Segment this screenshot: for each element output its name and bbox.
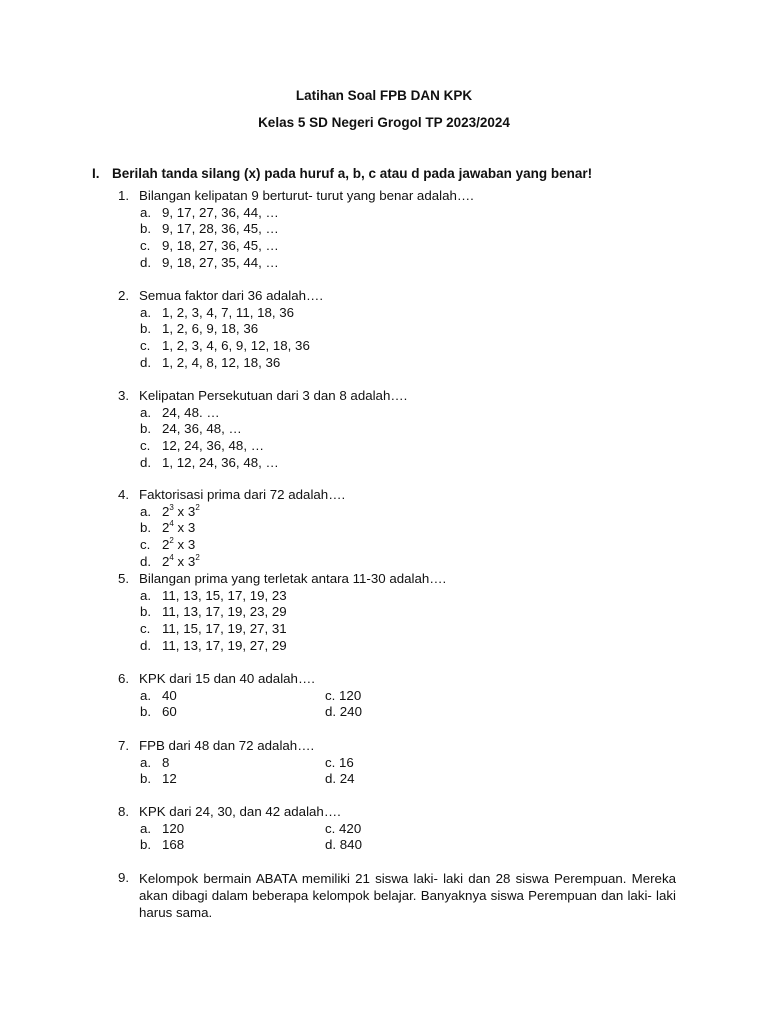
question-5	[118, 571, 678, 654]
option-c[interactable]: c. 120	[325, 687, 362, 703]
question-text: Faktorisasi prima dari 72 adalah….	[139, 487, 346, 502]
option-a[interactable]: a. 1, 2, 3, 4, 7, 11, 18, 36	[140, 304, 295, 320]
question-6	[118, 671, 678, 721]
option-d[interactable]: d. $2^4$ x $3^2$	[140, 552, 200, 569]
option-a[interactable]: a. 24, 48. …	[140, 404, 220, 420]
question-text: Semua faktor dari 36 adalah….	[139, 288, 324, 303]
question-4	[118, 487, 678, 570]
option-c[interactable]: c. 9, 18, 27, 36, 45, …	[140, 238, 279, 254]
section-number: I.	[92, 166, 100, 181]
question-number: 9.	[118, 870, 130, 885]
option-d[interactable]: d. 9, 18, 27, 35, 44, …	[140, 254, 279, 270]
question-8	[118, 804, 678, 854]
option-c[interactable]: c. 1, 2, 3, 4, 6, 9, 12, 18, 36	[140, 338, 310, 354]
option-row-1[interactable]: a. 120 c. 420	[140, 820, 362, 836]
question-number: 3.	[118, 388, 130, 403]
option-b[interactable]: b. 24, 36, 48, …	[140, 421, 242, 437]
question-number: 4.	[118, 487, 130, 502]
question-number: 6.	[118, 671, 130, 686]
question-number: 8.	[118, 804, 130, 819]
option-row-2[interactable]: b. 12 d. 24	[140, 771, 355, 787]
question-number: 7.	[118, 738, 130, 753]
question-number: 2.	[118, 288, 130, 303]
option-row-1[interactable]: a. 8 c. 16	[140, 754, 354, 770]
option-d[interactable]: d. 840	[325, 837, 362, 853]
option-b[interactable]: b. $2^4$ x 3	[140, 519, 196, 536]
option-row-1[interactable]: a. 40 c. 120	[140, 687, 362, 703]
option-a[interactable]: a. 9, 17, 27, 36, 44, …	[140, 204, 279, 220]
question-text: KPK dari 15 dan 40 adalah….	[139, 671, 315, 686]
question-7	[118, 738, 678, 788]
option-c[interactable]: c. 12, 24, 36, 48, …	[140, 438, 265, 454]
section-heading	[92, 166, 592, 181]
option-a[interactable]: a. $2^3$ x $3^2$	[140, 502, 200, 519]
question-2	[118, 288, 678, 371]
question-number: 1.	[118, 188, 130, 203]
option-c[interactable]: c. $2^2$ x 3	[140, 536, 196, 553]
option-d[interactable]: d. 1, 2, 4, 8, 12, 18, 36	[140, 354, 281, 370]
option-b[interactable]: b. 11, 13, 17, 19, 23, 29	[140, 604, 287, 620]
document-title: Latihan Soal FPB DAN KPK	[295, 88, 473, 103]
question-text: Kelipatan Persekutuan dari 3 dan 8 adalah….	[139, 388, 408, 403]
option-row-2[interactable]: b. 168 d. 840	[140, 837, 362, 853]
option-c[interactable]: c. 16	[325, 754, 354, 770]
question-9	[118, 870, 676, 922]
option-row-2[interactable]: b. 60 d. 240	[140, 704, 362, 720]
option-a[interactable]: a. 11, 13, 15, 17, 19, 23	[140, 587, 287, 603]
question-text: Bilangan prima yang terletak antara 11-30 adalah….	[139, 571, 447, 586]
question-text: Bilangan kelipatan 9 berturut- turut yang benar adalah….	[139, 188, 474, 203]
option-c[interactable]: c. 420	[325, 820, 362, 836]
question-number: 5.	[118, 571, 130, 586]
option-b[interactable]: b. 9, 17, 28, 36, 45, …	[140, 221, 279, 237]
option-d[interactable]: d. 11, 13, 17, 19, 27, 29	[140, 637, 287, 653]
section-instruction: Berilah tanda silang (x) pada huruf a, b, c atau d pada jawaban yang benar!	[112, 166, 593, 181]
option-d[interactable]: d. 24	[325, 771, 355, 787]
option-d[interactable]: d. 1, 12, 24, 36, 48, …	[140, 454, 279, 470]
option-b[interactable]: b. 1, 2, 6, 9, 18, 36	[140, 321, 259, 337]
question-text: Kelompok bermain ABATA memiliki 21 siswa laki- laki dan 28 siswa Perempuan. Mereka akan dibagi dalam beberapa kelompok belajar. Banyaknya siswa Perempuan dan laki- laki harus sama.	[139, 871, 676, 921]
document-subtitle: Kelas 5 SD Negeri Grogol TP 2023/2024	[258, 115, 510, 130]
option-c[interactable]: c. 11, 15, 17, 19, 27, 31	[140, 621, 287, 637]
question-text: KPK dari 24, 30, dan 42 adalah….	[139, 804, 341, 819]
option-d[interactable]: d. 240	[325, 704, 362, 720]
question-1	[118, 188, 678, 271]
question-3	[118, 388, 678, 471]
question-text: FPB dari 48 dan 72 adalah….	[139, 738, 315, 753]
